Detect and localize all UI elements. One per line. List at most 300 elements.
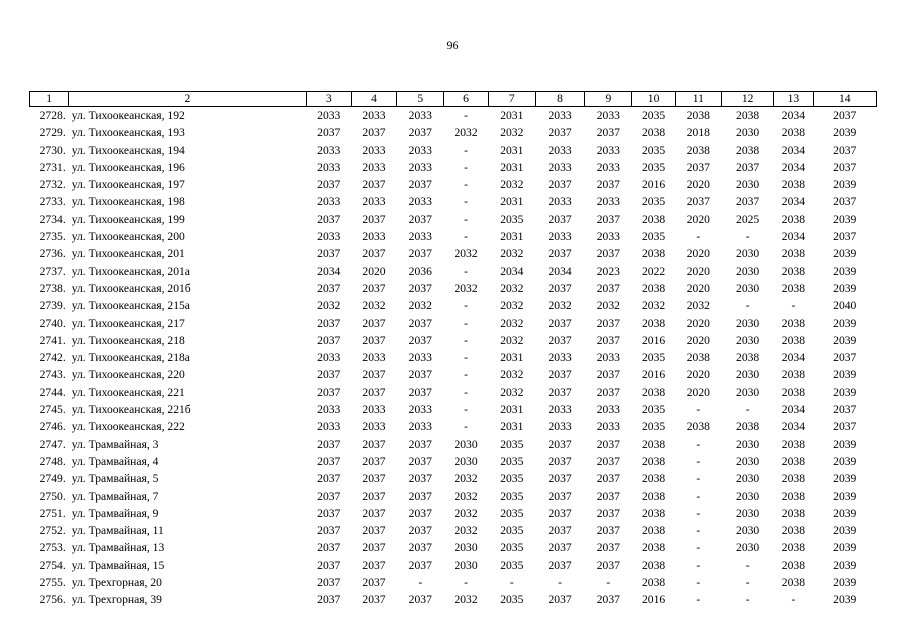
column-header-2: 2 (69, 92, 306, 107)
table-row (30, 401, 877, 418)
row-number: 2752. (39, 524, 66, 538)
column-header-13: 13 (774, 92, 813, 107)
row-value-col-6: 2032 (454, 506, 478, 520)
row-value-col-12: 2038 (736, 351, 760, 365)
row-value-col-6: 2030 (454, 437, 478, 451)
row-value-col-13: 2034 (781, 109, 805, 122)
row-value-col-4: 2037 (362, 385, 386, 399)
row-value-col-4: 2032 (362, 299, 386, 313)
row-value-col-9: 2037 (596, 247, 620, 261)
row-value-col-4: 2020 (362, 264, 386, 278)
row-value-col-11: - (696, 403, 701, 417)
row-value-col-12: - (745, 593, 750, 607)
table-row (30, 539, 877, 556)
row-address: ул. Тихоокеанская, 196 (71, 160, 185, 174)
row-number: 2745. (39, 403, 66, 417)
row-value-col-5: 2033 (408, 143, 432, 157)
row-address: ул. Трамвайная, 5 (71, 472, 159, 486)
row-value-col-12: 2038 (736, 109, 760, 122)
row-value-col-8: 2037 (548, 437, 572, 451)
row-value-col-12: 2030 (736, 333, 760, 347)
row-value-col-4: 2033 (362, 403, 386, 417)
row-value-col-10: 2035 (642, 403, 666, 417)
row-value-col-8: 2037 (548, 212, 572, 226)
row-value-col-6: 2032 (454, 281, 478, 295)
row-value-col-7: 2035 (500, 593, 524, 607)
row-value-col-4: 2037 (362, 576, 386, 590)
row-value-col-6: - (464, 368, 468, 382)
row-value-col-4: 2037 (362, 212, 386, 226)
row-value-col-4: 2037 (362, 524, 386, 538)
row-value-col-3: 2037 (317, 281, 341, 295)
row-value-col-12: - (745, 558, 750, 572)
row-value-col-10: 2038 (642, 316, 666, 330)
row-value-col-8: 2033 (548, 143, 572, 157)
row-value-col-11: 2020 (686, 212, 710, 226)
table-row (30, 505, 877, 522)
row-value-col-3: 2037 (317, 454, 341, 468)
row-number: 2732. (39, 178, 66, 192)
row-value-col-13: - (791, 299, 796, 313)
row-value-col-3: 2034 (317, 264, 341, 278)
row-value-col-8: 2033 (548, 403, 572, 417)
row-address: ул. Тихоокеанская, 215а (71, 299, 190, 313)
table-row (30, 522, 877, 539)
row-address: ул. Тихоокеанская, 200 (71, 230, 185, 244)
row-value-col-12: 2030 (736, 316, 760, 330)
row-number: 2737. (39, 264, 66, 278)
row-value-col-10: 2016 (642, 368, 666, 382)
row-value-col-4: 2037 (362, 126, 386, 140)
row-value-col-8: 2033 (548, 230, 572, 244)
row-value-col-11: - (696, 437, 701, 451)
row-value-col-14: 2039 (833, 212, 857, 226)
row-value-col-14: 2037 (833, 351, 857, 365)
row-value-col-9: 2033 (596, 160, 620, 174)
row-value-col-5: 2037 (408, 368, 432, 382)
row-value-col-9: 2037 (596, 524, 620, 538)
row-value-col-12: 2030 (736, 264, 760, 278)
row-value-col-5: 2037 (408, 524, 432, 538)
row-value-col-5: 2033 (408, 160, 432, 174)
row-value-col-9: 2037 (596, 126, 620, 140)
row-value-col-11: 2020 (686, 333, 710, 347)
row-value-col-11: - (696, 230, 701, 244)
row-number: 2739. (39, 299, 66, 313)
row-value-col-8: 2033 (548, 109, 572, 122)
row-value-col-13: 2038 (781, 437, 805, 451)
row-value-col-9: 2037 (596, 454, 620, 468)
row-value-col-11: - (696, 489, 701, 503)
row-value-col-13: 2038 (781, 126, 805, 140)
row-value-col-3: 2037 (317, 541, 341, 555)
row-value-col-14: 2039 (833, 437, 857, 451)
row-value-col-5: 2037 (408, 454, 432, 468)
row-number: 2746. (39, 420, 66, 434)
row-value-col-11: 2020 (686, 368, 710, 382)
row-value-col-6: 2030 (454, 541, 478, 555)
row-value-col-14: 2039 (833, 541, 857, 555)
row-value-col-4: 2037 (362, 368, 386, 382)
row-value-col-10: 2016 (642, 333, 666, 347)
row-number: 2735. (39, 230, 66, 244)
row-value-col-3: 2037 (317, 368, 341, 382)
row-value-col-8: 2037 (548, 541, 572, 555)
row-value-col-6: - (464, 264, 468, 278)
row-value-col-10: 2035 (642, 109, 666, 122)
row-number: 2749. (39, 472, 66, 486)
row-value-col-10: 2035 (642, 160, 666, 174)
row-value-col-7: - (509, 576, 514, 590)
column-header-6: 6 (444, 92, 488, 107)
row-value-col-5: 2037 (408, 247, 432, 261)
row-value-col-9: - (606, 576, 611, 590)
row-value-col-8: 2033 (548, 420, 572, 434)
column-header-7: 7 (488, 92, 535, 107)
row-value-col-13: 2038 (781, 454, 805, 468)
table-row (30, 193, 877, 210)
row-value-col-10: 2038 (642, 437, 666, 451)
table-row (30, 436, 877, 453)
row-value-col-8: 2037 (548, 385, 572, 399)
row-value-col-7: 2035 (500, 454, 524, 468)
row-value-col-3: 2037 (317, 316, 341, 330)
row-value-col-8: 2033 (548, 160, 572, 174)
row-value-col-13: 2038 (781, 558, 805, 572)
row-value-col-13: 2038 (781, 472, 805, 486)
row-value-col-4: 2037 (362, 558, 386, 572)
row-value-col-10: 2035 (642, 351, 666, 365)
row-value-col-7: 2032 (500, 368, 524, 382)
row-value-col-14: 2037 (833, 109, 857, 122)
row-value-col-10: 2038 (642, 454, 666, 468)
row-value-col-14: 2040 (833, 299, 857, 313)
row-value-col-12: 2030 (736, 437, 760, 451)
row-value-col-8: 2033 (548, 351, 572, 365)
table-row (30, 228, 877, 245)
row-address: ул. Тихоокеанская, 218 (71, 333, 185, 347)
row-value-col-12: 2038 (736, 143, 760, 157)
row-value-col-7: 2032 (500, 126, 524, 140)
row-value-col-9: 2037 (596, 385, 620, 399)
row-value-col-12: 2030 (736, 247, 760, 261)
row-value-col-13: 2034 (781, 351, 805, 365)
row-value-col-14: 2037 (833, 143, 857, 157)
row-value-col-6: - (464, 230, 468, 244)
row-value-col-8: 2037 (548, 506, 572, 520)
row-value-col-9: 2037 (596, 593, 620, 607)
row-value-col-11: 2038 (686, 143, 710, 157)
row-value-col-14: 2039 (833, 316, 857, 330)
row-value-col-12: - (745, 299, 750, 313)
row-value-col-14: 2039 (833, 126, 857, 140)
table-row (30, 418, 877, 435)
row-value-col-6: - (464, 212, 468, 226)
table-row (30, 384, 877, 401)
row-value-col-3: 2037 (317, 489, 341, 503)
column-header-10: 10 (632, 92, 675, 107)
table-row (30, 349, 877, 366)
row-value-col-10: 2032 (642, 299, 666, 313)
row-value-col-6: - (464, 160, 468, 174)
row-value-col-3: 2033 (317, 420, 341, 434)
row-value-col-13: 2038 (781, 489, 805, 503)
row-value-col-5: 2037 (408, 472, 432, 486)
row-value-col-3: 2033 (317, 160, 341, 174)
row-value-col-14: 2039 (833, 576, 857, 590)
row-value-col-7: 2031 (500, 351, 524, 365)
row-value-col-13: 2034 (781, 420, 805, 434)
row-number: 2742. (39, 351, 66, 365)
table-row (30, 488, 877, 505)
table-row (30, 366, 877, 383)
row-value-col-6: 2030 (454, 454, 478, 468)
row-value-col-10: 2038 (642, 558, 666, 572)
row-number: 2730. (39, 143, 66, 157)
row-value-col-13: 2038 (781, 385, 805, 399)
row-number: 2731. (39, 160, 66, 174)
row-value-col-7: 2035 (500, 558, 524, 572)
row-value-col-9: 2037 (596, 506, 620, 520)
row-value-col-14: 2037 (833, 403, 857, 417)
row-value-col-7: 2031 (500, 195, 524, 209)
row-value-col-5: 2037 (408, 126, 432, 140)
row-value-col-8: 2037 (548, 593, 572, 607)
row-value-col-14: 2039 (833, 333, 857, 347)
row-value-col-8: 2037 (548, 472, 572, 486)
row-value-col-12: 2030 (736, 178, 760, 192)
row-address: ул. Тихоокеанская, 201а (71, 264, 190, 278)
row-value-col-12: 2030 (736, 385, 760, 399)
row-value-col-10: 2038 (642, 385, 666, 399)
row-value-col-11: 2032 (686, 299, 710, 313)
row-value-col-8: 2032 (548, 299, 572, 313)
row-value-col-4: 2037 (362, 333, 386, 347)
row-value-col-5: 2033 (408, 195, 432, 209)
row-value-col-5: 2037 (408, 437, 432, 451)
row-value-col-5: 2037 (408, 506, 432, 520)
row-value-col-11: - (696, 541, 701, 555)
table-body (30, 107, 877, 609)
row-value-col-10: 2038 (642, 281, 666, 295)
row-value-col-12: 2030 (736, 472, 760, 486)
row-value-col-7: 2031 (500, 160, 524, 174)
row-value-col-9: 2037 (596, 489, 620, 503)
row-value-col-14: 2037 (833, 160, 857, 174)
row-value-col-8: 2037 (548, 126, 572, 140)
row-value-col-13: 2034 (781, 160, 805, 174)
row-value-col-3: 2033 (317, 230, 341, 244)
row-value-col-13: 2038 (781, 178, 805, 192)
row-value-col-12: 2030 (736, 489, 760, 503)
row-value-col-7: 2035 (500, 437, 524, 451)
row-value-col-5: 2037 (408, 178, 432, 192)
row-value-col-7: 2032 (500, 247, 524, 261)
table-row (30, 315, 877, 332)
row-value-col-4: 2033 (362, 109, 386, 122)
row-value-col-8: 2037 (548, 316, 572, 330)
row-value-col-4: 2037 (362, 178, 386, 192)
row-value-col-10: 2022 (642, 264, 666, 278)
row-value-col-14: 2039 (833, 178, 857, 192)
row-value-col-11: 2038 (686, 351, 710, 365)
row-value-col-3: 2037 (317, 576, 341, 590)
row-value-col-9: 2023 (596, 264, 620, 278)
row-value-col-13: 2038 (781, 212, 805, 226)
row-value-col-13: 2038 (781, 247, 805, 261)
row-value-col-9: 2033 (596, 403, 620, 417)
row-value-col-10: 2035 (642, 143, 666, 157)
row-value-col-14: 2039 (833, 264, 857, 278)
row-value-col-13: 2038 (781, 368, 805, 382)
row-number: 2729. (39, 126, 66, 140)
row-value-col-3: 2037 (317, 178, 341, 192)
row-value-col-7: 2031 (500, 403, 524, 417)
row-value-col-4: 2037 (362, 437, 386, 451)
row-value-col-8: 2037 (548, 178, 572, 192)
row-value-col-8: - (558, 576, 562, 590)
row-value-col-12: - (745, 576, 750, 590)
row-address: ул. Тихоокеанская, 222 (71, 420, 185, 434)
row-value-col-7: 2031 (500, 230, 524, 244)
row-value-col-13: 2034 (781, 403, 805, 417)
row-address: ул. Трамвайная, 4 (71, 454, 159, 468)
row-value-col-12: 2037 (736, 195, 760, 209)
column-header-9: 9 (585, 92, 632, 107)
row-value-col-10: 2038 (642, 489, 666, 503)
row-value-col-11: - (696, 454, 701, 468)
row-value-col-14: 2039 (833, 524, 857, 538)
row-value-col-11: 2038 (686, 109, 710, 122)
row-value-col-7: 2032 (500, 333, 524, 347)
row-value-col-11: 2020 (686, 264, 710, 278)
row-value-col-13: 2038 (781, 281, 805, 295)
row-value-col-4: 2033 (362, 143, 386, 157)
row-number: 2743. (39, 368, 66, 382)
row-value-col-3: 2037 (317, 385, 341, 399)
table-row (30, 297, 877, 314)
row-value-col-12: - (745, 403, 750, 417)
table-row (30, 280, 877, 297)
row-value-col-14: 2039 (833, 558, 857, 572)
row-value-col-8: 2037 (548, 524, 572, 538)
row-value-col-5: 2033 (408, 230, 432, 244)
row-value-col-7: 2032 (500, 316, 524, 330)
row-value-col-6: - (464, 143, 468, 157)
table-row (30, 591, 877, 608)
row-value-col-6: - (464, 333, 468, 347)
row-value-col-11: - (696, 558, 701, 572)
table-row (30, 453, 877, 470)
row-value-col-4: 2037 (362, 472, 386, 486)
row-value-col-5: 2037 (408, 316, 432, 330)
row-number: 2733. (39, 195, 66, 209)
row-value-col-10: 2038 (642, 506, 666, 520)
column-header-14: 14 (813, 92, 877, 107)
row-value-col-11: 2020 (686, 281, 710, 295)
row-value-col-9: 2037 (596, 541, 620, 555)
row-value-col-6: - (464, 403, 468, 417)
row-address: ул. Тихоокеанская, 198 (71, 195, 185, 209)
row-number: 2754. (39, 558, 66, 572)
row-value-col-13: 2038 (781, 264, 805, 278)
row-address: ул. Трамвайная, 9 (71, 506, 159, 520)
row-value-col-6: - (464, 109, 468, 122)
column-header-12: 12 (721, 92, 773, 107)
row-value-col-11: 2020 (686, 385, 710, 399)
row-value-col-9: 2037 (596, 212, 620, 226)
row-value-col-5: 2037 (408, 541, 432, 555)
row-value-col-9: 2033 (596, 230, 620, 244)
row-value-col-8: 2037 (548, 333, 572, 347)
row-value-col-9: 2033 (596, 195, 620, 209)
row-value-col-8: 2037 (548, 281, 572, 295)
row-value-col-14: 2039 (833, 593, 857, 607)
row-address: ул. Тихоокеанская, 194 (71, 143, 185, 157)
row-value-col-6: 2032 (454, 247, 478, 261)
table-row (30, 159, 877, 176)
row-value-col-10: 2038 (642, 247, 666, 261)
column-header-5: 5 (397, 92, 444, 107)
row-value-col-5: 2037 (408, 558, 432, 572)
row-number: 2750. (39, 489, 66, 503)
row-value-col-10: 2035 (642, 230, 666, 244)
row-value-col-9: 2033 (596, 109, 620, 122)
row-value-col-5: 2037 (408, 593, 432, 607)
row-value-col-12: 2030 (736, 368, 760, 382)
row-address: ул. Тихоокеанская, 218а (71, 351, 190, 365)
row-value-col-14: 2037 (833, 195, 857, 209)
row-value-col-6: 2032 (454, 489, 478, 503)
table-row (30, 574, 877, 591)
row-value-col-9: 2037 (596, 558, 620, 572)
row-value-col-3: 2037 (317, 437, 341, 451)
row-value-col-11: - (696, 506, 701, 520)
row-value-col-4: 2037 (362, 454, 386, 468)
row-value-col-13: 2038 (781, 541, 805, 555)
row-value-col-12: 2030 (736, 506, 760, 520)
row-value-col-11: - (696, 472, 701, 486)
row-value-col-14: 2039 (833, 368, 857, 382)
row-value-col-11: 2038 (686, 420, 710, 434)
row-value-col-12: 2038 (736, 420, 760, 434)
row-value-col-7: 2035 (500, 524, 524, 538)
housing-table (29, 91, 877, 609)
row-address: ул. Тихоокеанская, 220 (71, 368, 185, 382)
row-value-col-9: 2033 (596, 420, 620, 434)
row-address: ул. Трамвайная, 11 (71, 524, 164, 538)
table-row (30, 470, 877, 487)
row-value-col-6: - (464, 576, 468, 590)
row-number: 2751. (39, 506, 66, 520)
row-value-col-13: - (791, 593, 796, 607)
row-value-col-10: 2016 (642, 593, 666, 607)
row-value-col-4: 2033 (362, 195, 386, 209)
table-row (30, 211, 877, 228)
row-value-col-8: 2033 (548, 195, 572, 209)
row-number: 2744. (39, 385, 66, 399)
row-value-col-14: 2039 (833, 506, 857, 520)
row-value-col-7: 2031 (500, 420, 524, 434)
row-value-col-5: 2033 (408, 351, 432, 365)
row-value-col-7: 2031 (500, 143, 524, 157)
row-address: ул. Тихоокеанская, 199 (71, 212, 185, 226)
row-value-col-12: 2030 (736, 454, 760, 468)
row-number: 2740. (39, 316, 66, 330)
row-value-col-6: 2032 (454, 126, 478, 140)
row-value-col-4: 2037 (362, 316, 386, 330)
row-value-col-3: 2037 (317, 506, 341, 520)
